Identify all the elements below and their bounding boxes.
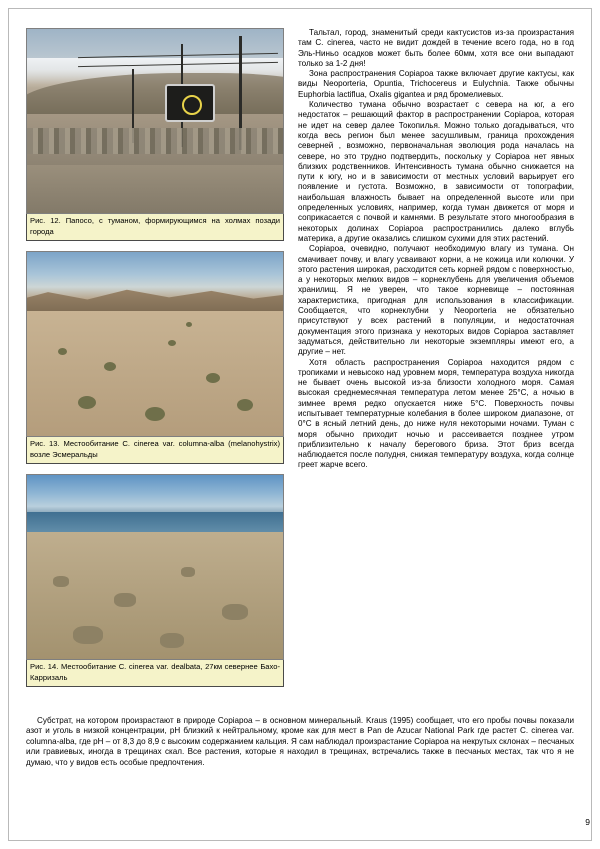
paragraph: Количество тумана обычно возрастает с севера на юг, а его недостаток – решающий фактор в распространении Copiapoa, которая не идет на север далее Токопилья. Можно только догадываться, что когда весь регион был менее засушливым, граница прохождения северней , возможно, первоначальная эволюция рода началась на севере, но это трудно подтвердить, поскольку у Copiapoa нет явных близких родственников. Интенсивность тумана обычно снижается на пути к югу, но и в зависимости от местных условий варьирует его появление и густота. Возможно, в зависимости от топографии, наибольшая влажность бывает на определенной высоте или при определенных условиях, например, когда туман движется от моря и соприкасается с почвой и камнями. В результате этого многообразия в некоторых долинах Copiapoa распространились далеко вглубь материка, а другие оказались слишком сухими для этих растений. bbox=[298, 100, 574, 243]
town-buildings bbox=[27, 128, 283, 154]
cactus-clump bbox=[58, 348, 67, 355]
rock bbox=[114, 593, 136, 607]
bottom-text-block bbox=[26, 716, 574, 768]
photo-habitat-dealbata-bajo-carrizal bbox=[26, 474, 284, 660]
figure-14 bbox=[26, 474, 284, 687]
paragraph: Зона распространения Copiapoa также включает другие кактусы, как виды Neoporteria, Opuntia, Trichocereus и Eulychnia. Также обычны Euphorbia lactiflua, Oxalis gigantea и ряд бромелиевых. bbox=[298, 69, 574, 99]
rock bbox=[222, 604, 248, 620]
figure-14-caption: Рис. 14. Местообитание C. cinerea var. dealbata, 27км севернее Бахо-Карризаль bbox=[26, 660, 284, 687]
cactus-clump bbox=[78, 396, 96, 409]
roadside-sign bbox=[165, 84, 215, 122]
figure-13 bbox=[26, 251, 284, 464]
photo-habitat-columna-alba-esmeralda bbox=[26, 251, 284, 437]
figure-12-caption: Рис. 12. Папосо, с туманом, формирующимся на холмах позади города bbox=[26, 214, 284, 241]
power-wire bbox=[78, 53, 278, 58]
page-content bbox=[26, 28, 574, 818]
cactus-clump bbox=[145, 407, 165, 421]
figures-column bbox=[26, 28, 284, 697]
paragraph: Субстрат, на котором произрастают в природе Copiapoa – в основном минеральный. Kraus (1995) сообщает, что его пробы почвы показали азот и уголь в низкой концентрации, рН близкий к нейтральному, кроме как для мест в Pan de Azucar National Park где растет C. cinerea var. columna-alba, где рН – от 8,3 до 8,9 с высоким содержанием кальция. Я сам наблюдал произрастание Copiapoa на некрутых склонах – песчаных или гравиевых, иногда в трещинах скал. Все растения, которые я находил в трещинах, встречались также в песчаных местах, так что я не думаю, что у видов есть особые предпочтения. bbox=[26, 716, 574, 767]
rock bbox=[73, 626, 103, 644]
body-text-column bbox=[298, 28, 574, 471]
mountain-ridge bbox=[26, 283, 284, 312]
paragraph: Тальтал, город, знаменитый среди кактусистов из-за произрастания там C. cinerea, часто не видит дождей в течение всего года, но в год Эль-Ниньо осадков может быть более 60мм, хотя все они выпадают только за 1-2 дня! bbox=[298, 28, 574, 68]
rock bbox=[53, 576, 69, 587]
rock bbox=[181, 567, 195, 577]
figure-12 bbox=[26, 28, 284, 241]
cactus-clump bbox=[186, 322, 192, 327]
hill-slope bbox=[27, 532, 283, 659]
paragraph: Copiapoa, очевидно, получают необходимую влагу из тумана. Он смачивает почву, и влагу усваивают корни, а не кожица или колючки. У этого растения широкая, расходится сеть корней рядом с поверхностью, а у некоторых мелких видов – корнеклубень для увеличения объемов хранилищ. Я не уверен, что такое корневище – постоянная характеристика, пригодная для использования в классификации. Сообщается, что корнеклубни у Neoporteria не обязательно присутствуют у всех растений в популяции, и недостаточная документация этого признака у некоторых видов Copiapoa заставляет задуматься, действительно ли некоторые экземпляры имеют его, а другие – нет. bbox=[298, 244, 574, 357]
road-surface bbox=[27, 165, 283, 213]
figure-13-caption: Рис. 13. Местообитание C. cinerea var. columna-alba (melanohystrix) возле Эсмеральды bbox=[26, 437, 284, 464]
page-number: 9 bbox=[585, 817, 590, 827]
rock bbox=[160, 633, 184, 648]
photo-paposo-fog-hills bbox=[26, 28, 284, 214]
paragraph: Хотя область распространения Copiapoa находится рядом с тропиками и невысоко над уровнем моря, температура воздуха никогда не бывает очень высокой из-за близости холодного моря. Самая высокая среднемесячная температура летом менее 25°C, а ночью в зимнее время редко опускается ниже 5°C. Поверхность почвы испытывает температурные колебания в более широком диапазоне, от 0°C в ясный летний день, до ниже нуля некоторыми ночами. Туман с моря обычно приходит ночью и рассеивается позднее утром приблизительно к началу берегового бриза. Этот бриз всегда наблюдается после полудня, снижая температуру воздуха, когда солнце греет жарче всего. bbox=[298, 357, 574, 470]
